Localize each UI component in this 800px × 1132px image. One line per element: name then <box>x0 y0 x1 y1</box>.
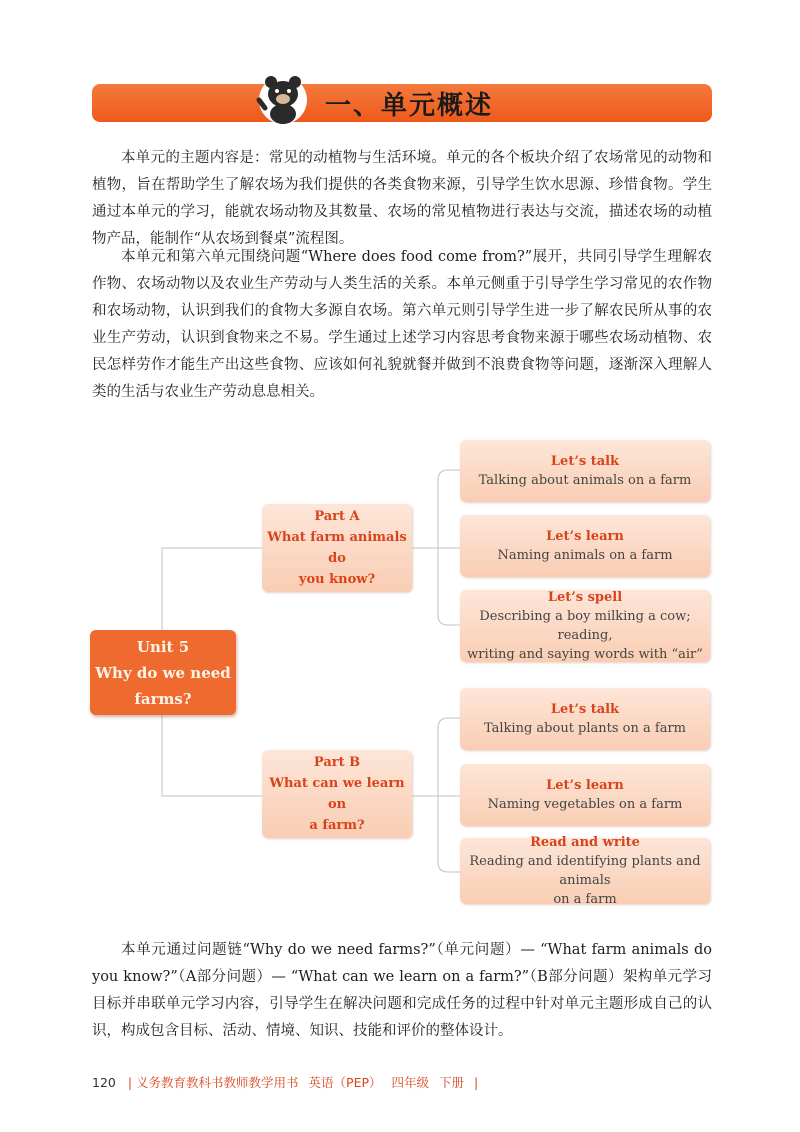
part-b-item-learn <box>460 764 710 826</box>
part-a-box <box>262 504 412 592</box>
footer-subject: 英语（PEP） <box>308 1075 382 1090</box>
item-desc-line2: on a farm <box>553 892 617 907</box>
connector-partB-items <box>412 718 460 872</box>
unit-box <box>90 630 236 715</box>
part-a-label: Part A <box>314 509 360 524</box>
footer-divider: | <box>127 1075 133 1090</box>
connector-unit-partA <box>162 548 262 630</box>
intro-paragraph-1: 本单元的主题内容是：常见的动植物与生活环境。单元的各个板块介绍了农场常见的动物和植物，旨在帮助学生了解农场为我们提供的各类食物来源，引导学生饮水思源、珍惜食物。学生通过本单元的学习，能就农场动物及其数量、农场的常见植物进行表达与交流，描述农场的动植物产品，能制作“从农场到餐桌”流程图。 <box>92 150 712 247</box>
item-title: Read and write <box>530 835 640 850</box>
item-desc-line1: Reading and identifying plants and animals <box>469 854 701 888</box>
unit-label: Unit 5 <box>136 637 190 656</box>
unit-question-line2: farms? <box>134 689 192 708</box>
summary-paragraph: 本单元通过问题链“Why do we need farms?”（单元问题）— “What farm animals do you know?”（A部分问题）— “What can we learn on a farm?”（B部分问题）架构单元学习目标并串联单元学习内容，引导学生在解决问题和完成任务的过程中针对单元主题形成自己的认识，构成包含目标、活动、情境、知识、技能和评价的整体设计。 <box>92 942 712 1039</box>
footer-volume: 下册 <box>439 1075 465 1090</box>
page-footer <box>92 1073 478 1091</box>
footer-book-title: 义务教育教科书教师教学用书 <box>136 1075 299 1090</box>
part-b-box <box>262 750 412 838</box>
item-title: Let’s talk <box>550 454 620 469</box>
part-a-question-line1: What farm animals do <box>267 530 407 566</box>
connector-partA-items <box>412 470 460 625</box>
item-desc: Naming vegetables on a farm <box>487 797 683 812</box>
unit-question-line1: Why do we need <box>95 663 231 682</box>
item-desc-line1: Describing a boy milking a cow; reading, <box>479 609 691 643</box>
part-a-item-learn <box>460 515 710 577</box>
connector-unit-partB <box>162 715 262 796</box>
page-number: 120 <box>92 1075 116 1090</box>
part-b-item-talk <box>460 688 710 750</box>
item-desc: Talking about animals on a farm <box>478 473 692 488</box>
part-b-question-line1: What can we learn on <box>269 776 405 812</box>
footer-divider-end: | <box>474 1075 479 1090</box>
part-b-item-read-write <box>460 835 710 907</box>
footer-grade: 四年级 <box>391 1075 430 1090</box>
part-a-item-talk <box>460 440 710 502</box>
part-a-question-line2: you know? <box>298 572 376 587</box>
intro-paragraph-2: 本单元和第六单元围绕问题“Where does food come from?”展开，共同引导学生理解农作物、农场动物以及农业生产劳动与人类生活的关系。本单元侧重于引导学生学习常见的农作物和农场动物，认识到我们的食物大多源自农场。第六单元则引导学生进一步了解农民所从事的农业生产劳动，认识到食物来之不易。学生通过上述学习内容思考食物来源于哪些农场动植物、农民怎样劳作才能生产出这些食物、应该如何礼貌就餐并做到不浪费食物等问题，逐渐深入理解人类的生活与农业生产劳动息息相关。 <box>92 249 712 400</box>
item-desc: Talking about plants on a farm <box>483 721 686 736</box>
item-desc: Naming animals on a farm <box>497 548 673 563</box>
item-title: Let’s talk <box>550 702 620 717</box>
item-desc-line2: writing and saying words with “air” <box>467 647 703 662</box>
part-b-question-line2: a farm? <box>309 818 365 833</box>
part-b-label: Part B <box>313 755 361 770</box>
section-title: 一、单元概述 <box>325 91 494 121</box>
item-title: Let’s learn <box>546 529 624 544</box>
part-a-item-spell <box>460 590 710 662</box>
item-title: Let’s spell <box>547 590 623 605</box>
item-title: Let’s learn <box>546 778 624 793</box>
